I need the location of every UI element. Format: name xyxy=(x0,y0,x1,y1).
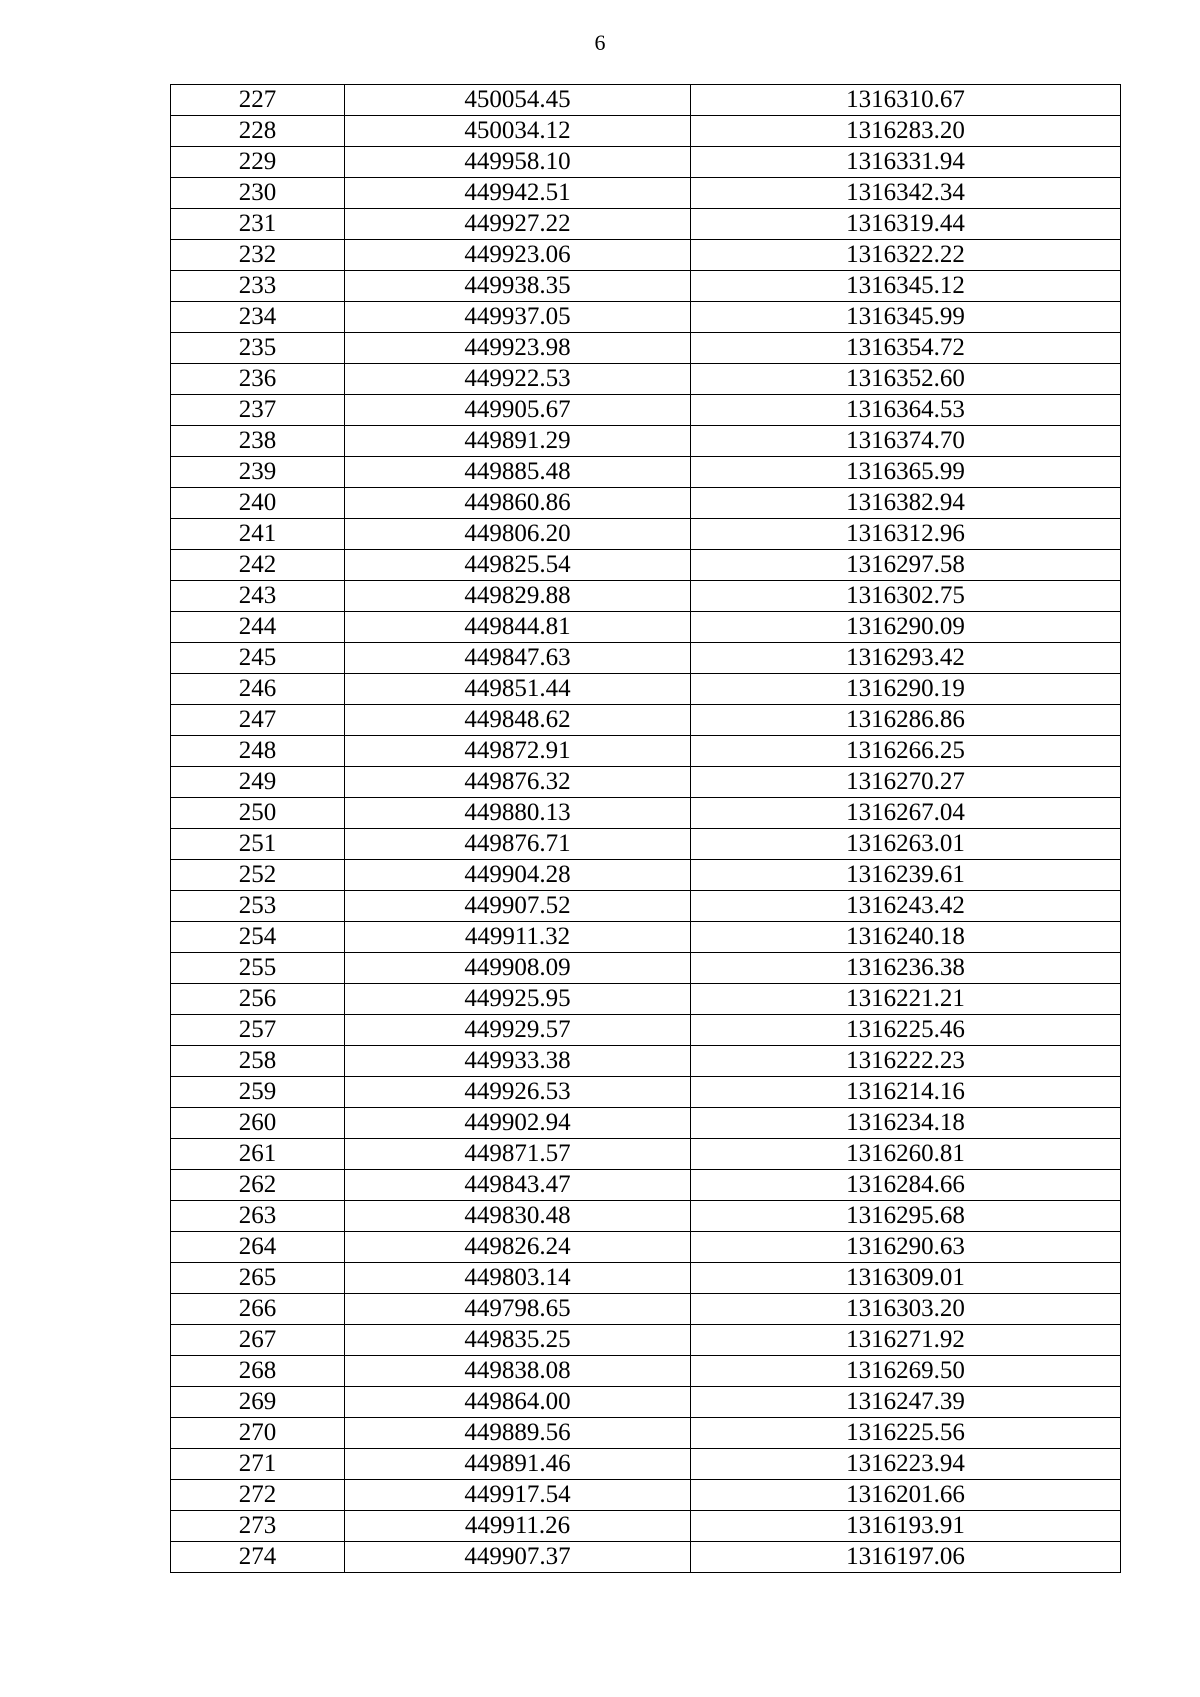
table-row xyxy=(171,953,1121,984)
x-coordinate-cell: 449925.95 xyxy=(345,984,691,1015)
point-number-cell: 274 xyxy=(171,1542,345,1573)
table-row xyxy=(171,426,1121,457)
y-coordinate-cell: 1316322.22 xyxy=(691,240,1121,271)
point-number-cell: 235 xyxy=(171,333,345,364)
x-coordinate-cell: 449864.00 xyxy=(345,1387,691,1418)
y-coordinate-cell: 1316267.04 xyxy=(691,798,1121,829)
table-row xyxy=(171,1511,1121,1542)
point-number-cell: 233 xyxy=(171,271,345,302)
y-coordinate-cell: 1316221.21 xyxy=(691,984,1121,1015)
x-coordinate-cell: 449871.57 xyxy=(345,1139,691,1170)
table-row xyxy=(171,271,1121,302)
x-coordinate-cell: 449923.06 xyxy=(345,240,691,271)
table-row xyxy=(171,674,1121,705)
y-coordinate-cell: 1316345.12 xyxy=(691,271,1121,302)
x-coordinate-cell: 449829.88 xyxy=(345,581,691,612)
y-coordinate-cell: 1316263.01 xyxy=(691,829,1121,860)
point-number-cell: 238 xyxy=(171,426,345,457)
point-number-cell: 227 xyxy=(171,85,345,116)
x-coordinate-cell: 449798.65 xyxy=(345,1294,691,1325)
y-coordinate-cell: 1316295.68 xyxy=(691,1201,1121,1232)
x-coordinate-cell: 449876.32 xyxy=(345,767,691,798)
point-number-cell: 241 xyxy=(171,519,345,550)
table-row xyxy=(171,1480,1121,1511)
y-coordinate-cell: 1316319.44 xyxy=(691,209,1121,240)
point-number-cell: 273 xyxy=(171,1511,345,1542)
y-coordinate-cell: 1316236.38 xyxy=(691,953,1121,984)
y-coordinate-cell: 1316283.20 xyxy=(691,116,1121,147)
y-coordinate-cell: 1316303.20 xyxy=(691,1294,1121,1325)
point-number-cell: 265 xyxy=(171,1263,345,1294)
table-row xyxy=(171,705,1121,736)
point-number-cell: 231 xyxy=(171,209,345,240)
table-row xyxy=(171,1139,1121,1170)
table-row xyxy=(171,1046,1121,1077)
x-coordinate-cell: 449927.22 xyxy=(345,209,691,240)
point-number-cell: 263 xyxy=(171,1201,345,1232)
table-row xyxy=(171,1170,1121,1201)
point-number-cell: 242 xyxy=(171,550,345,581)
y-coordinate-cell: 1316197.06 xyxy=(691,1542,1121,1573)
table-row xyxy=(171,643,1121,674)
x-coordinate-cell: 450034.12 xyxy=(345,116,691,147)
y-coordinate-cell: 1316310.67 xyxy=(691,85,1121,116)
point-number-cell: 260 xyxy=(171,1108,345,1139)
x-coordinate-cell: 449917.54 xyxy=(345,1480,691,1511)
table-row xyxy=(171,1325,1121,1356)
x-coordinate-cell: 449889.56 xyxy=(345,1418,691,1449)
x-coordinate-cell: 449830.48 xyxy=(345,1201,691,1232)
table-row xyxy=(171,891,1121,922)
point-number-cell: 269 xyxy=(171,1387,345,1418)
point-number-cell: 271 xyxy=(171,1449,345,1480)
y-coordinate-cell: 1316225.46 xyxy=(691,1015,1121,1046)
table-row xyxy=(171,1201,1121,1232)
x-coordinate-cell: 449872.91 xyxy=(345,736,691,767)
y-coordinate-cell: 1316342.34 xyxy=(691,178,1121,209)
y-coordinate-cell: 1316240.18 xyxy=(691,922,1121,953)
x-coordinate-cell: 449860.86 xyxy=(345,488,691,519)
x-coordinate-cell: 449904.28 xyxy=(345,860,691,891)
point-number-cell: 249 xyxy=(171,767,345,798)
x-coordinate-cell: 449923.98 xyxy=(345,333,691,364)
page-number: 6 xyxy=(594,30,606,55)
table-row xyxy=(171,457,1121,488)
x-coordinate-cell: 449851.44 xyxy=(345,674,691,705)
x-coordinate-cell: 449835.25 xyxy=(345,1325,691,1356)
table-row xyxy=(171,984,1121,1015)
point-number-cell: 234 xyxy=(171,302,345,333)
x-coordinate-cell: 449847.63 xyxy=(345,643,691,674)
table-row xyxy=(171,488,1121,519)
x-coordinate-cell: 449908.09 xyxy=(345,953,691,984)
y-coordinate-cell: 1316293.42 xyxy=(691,643,1121,674)
table-row xyxy=(171,1449,1121,1480)
x-coordinate-cell: 449938.35 xyxy=(345,271,691,302)
y-coordinate-cell: 1316243.42 xyxy=(691,891,1121,922)
point-number-cell: 240 xyxy=(171,488,345,519)
point-number-cell: 228 xyxy=(171,116,345,147)
point-number-cell: 261 xyxy=(171,1139,345,1170)
y-coordinate-cell: 1316260.81 xyxy=(691,1139,1121,1170)
x-coordinate-cell: 449891.29 xyxy=(345,426,691,457)
table-row xyxy=(171,209,1121,240)
table-row xyxy=(171,364,1121,395)
point-number-cell: 270 xyxy=(171,1418,345,1449)
table-row xyxy=(171,147,1121,178)
table-row xyxy=(171,85,1121,116)
y-coordinate-cell: 1316270.27 xyxy=(691,767,1121,798)
table-row xyxy=(171,736,1121,767)
x-coordinate-cell: 449843.47 xyxy=(345,1170,691,1201)
y-coordinate-cell: 1316290.09 xyxy=(691,612,1121,643)
x-coordinate-cell: 449942.51 xyxy=(345,178,691,209)
table-row xyxy=(171,798,1121,829)
x-coordinate-cell: 449937.05 xyxy=(345,302,691,333)
table-row xyxy=(171,395,1121,426)
point-number-cell: 272 xyxy=(171,1480,345,1511)
point-number-cell: 250 xyxy=(171,798,345,829)
x-coordinate-cell: 449905.67 xyxy=(345,395,691,426)
x-coordinate-cell: 450054.45 xyxy=(345,85,691,116)
point-number-cell: 255 xyxy=(171,953,345,984)
y-coordinate-cell: 1316201.66 xyxy=(691,1480,1121,1511)
table-row xyxy=(171,1387,1121,1418)
table-row xyxy=(171,302,1121,333)
x-coordinate-cell: 449933.38 xyxy=(345,1046,691,1077)
y-coordinate-cell: 1316331.94 xyxy=(691,147,1121,178)
y-coordinate-cell: 1316271.92 xyxy=(691,1325,1121,1356)
y-coordinate-cell: 1316266.25 xyxy=(691,736,1121,767)
y-coordinate-cell: 1316374.70 xyxy=(691,426,1121,457)
table-row xyxy=(171,860,1121,891)
table-row xyxy=(171,1232,1121,1263)
x-coordinate-cell: 449922.53 xyxy=(345,364,691,395)
y-coordinate-cell: 1316312.96 xyxy=(691,519,1121,550)
x-coordinate-cell: 449885.48 xyxy=(345,457,691,488)
x-coordinate-cell: 449911.26 xyxy=(345,1511,691,1542)
x-coordinate-cell: 449848.62 xyxy=(345,705,691,736)
point-number-cell: 236 xyxy=(171,364,345,395)
table-row xyxy=(171,519,1121,550)
table-row xyxy=(171,829,1121,860)
y-coordinate-cell: 1316309.01 xyxy=(691,1263,1121,1294)
table-row xyxy=(171,1263,1121,1294)
y-coordinate-cell: 1316193.91 xyxy=(691,1511,1121,1542)
x-coordinate-cell: 449911.32 xyxy=(345,922,691,953)
point-number-cell: 251 xyxy=(171,829,345,860)
x-coordinate-cell: 449844.81 xyxy=(345,612,691,643)
x-coordinate-cell: 449929.57 xyxy=(345,1015,691,1046)
point-number-cell: 230 xyxy=(171,178,345,209)
y-coordinate-cell: 1316239.61 xyxy=(691,860,1121,891)
y-coordinate-cell: 1316290.63 xyxy=(691,1232,1121,1263)
point-number-cell: 232 xyxy=(171,240,345,271)
table-row xyxy=(171,1294,1121,1325)
point-number-cell: 243 xyxy=(171,581,345,612)
y-coordinate-cell: 1316214.16 xyxy=(691,1077,1121,1108)
table-row xyxy=(171,922,1121,953)
y-coordinate-cell: 1316382.94 xyxy=(691,488,1121,519)
coordinates-table xyxy=(170,84,1121,1573)
point-number-cell: 252 xyxy=(171,860,345,891)
y-coordinate-cell: 1316269.50 xyxy=(691,1356,1121,1387)
point-number-cell: 253 xyxy=(171,891,345,922)
table-row xyxy=(171,581,1121,612)
table-row xyxy=(171,240,1121,271)
y-coordinate-cell: 1316365.99 xyxy=(691,457,1121,488)
x-coordinate-cell: 449825.54 xyxy=(345,550,691,581)
point-number-cell: 239 xyxy=(171,457,345,488)
y-coordinate-cell: 1316223.94 xyxy=(691,1449,1121,1480)
table-row xyxy=(171,767,1121,798)
x-coordinate-cell: 449907.52 xyxy=(345,891,691,922)
y-coordinate-cell: 1316247.39 xyxy=(691,1387,1121,1418)
y-coordinate-cell: 1316302.75 xyxy=(691,581,1121,612)
y-coordinate-cell: 1316225.56 xyxy=(691,1418,1121,1449)
x-coordinate-cell: 449803.14 xyxy=(345,1263,691,1294)
y-coordinate-cell: 1316222.23 xyxy=(691,1046,1121,1077)
y-coordinate-cell: 1316352.60 xyxy=(691,364,1121,395)
point-number-cell: 244 xyxy=(171,612,345,643)
point-number-cell: 254 xyxy=(171,922,345,953)
point-number-cell: 237 xyxy=(171,395,345,426)
x-coordinate-cell: 449826.24 xyxy=(345,1232,691,1263)
point-number-cell: 268 xyxy=(171,1356,345,1387)
x-coordinate-cell: 449902.94 xyxy=(345,1108,691,1139)
point-number-cell: 257 xyxy=(171,1015,345,1046)
x-coordinate-cell: 449891.46 xyxy=(345,1449,691,1480)
x-coordinate-cell: 449880.13 xyxy=(345,798,691,829)
point-number-cell: 262 xyxy=(171,1170,345,1201)
x-coordinate-cell: 449907.37 xyxy=(345,1542,691,1573)
table-row xyxy=(171,116,1121,147)
y-coordinate-cell: 1316364.53 xyxy=(691,395,1121,426)
point-number-cell: 267 xyxy=(171,1325,345,1356)
point-number-cell: 229 xyxy=(171,147,345,178)
y-coordinate-cell: 1316354.72 xyxy=(691,333,1121,364)
x-coordinate-cell: 449926.53 xyxy=(345,1077,691,1108)
x-coordinate-cell: 449958.10 xyxy=(345,147,691,178)
table-row xyxy=(171,1077,1121,1108)
y-coordinate-cell: 1316286.86 xyxy=(691,705,1121,736)
y-coordinate-cell: 1316297.58 xyxy=(691,550,1121,581)
point-number-cell: 256 xyxy=(171,984,345,1015)
table-row xyxy=(171,1108,1121,1139)
y-coordinate-cell: 1316290.19 xyxy=(691,674,1121,705)
coordinates-table-body xyxy=(171,85,1121,1573)
x-coordinate-cell: 449876.71 xyxy=(345,829,691,860)
point-number-cell: 246 xyxy=(171,674,345,705)
point-number-cell: 266 xyxy=(171,1294,345,1325)
table-row xyxy=(171,1015,1121,1046)
point-number-cell: 258 xyxy=(171,1046,345,1077)
y-coordinate-cell: 1316284.66 xyxy=(691,1170,1121,1201)
y-coordinate-cell: 1316234.18 xyxy=(691,1108,1121,1139)
table-row xyxy=(171,1356,1121,1387)
point-number-cell: 247 xyxy=(171,705,345,736)
table-row xyxy=(171,1418,1121,1449)
table-row xyxy=(171,550,1121,581)
y-coordinate-cell: 1316345.99 xyxy=(691,302,1121,333)
table-row xyxy=(171,333,1121,364)
point-number-cell: 264 xyxy=(171,1232,345,1263)
table-row xyxy=(171,1542,1121,1573)
point-number-cell: 248 xyxy=(171,736,345,767)
point-number-cell: 259 xyxy=(171,1077,345,1108)
table-row xyxy=(171,178,1121,209)
x-coordinate-cell: 449838.08 xyxy=(345,1356,691,1387)
x-coordinate-cell: 449806.20 xyxy=(345,519,691,550)
point-number-cell: 245 xyxy=(171,643,345,674)
table-row xyxy=(171,612,1121,643)
